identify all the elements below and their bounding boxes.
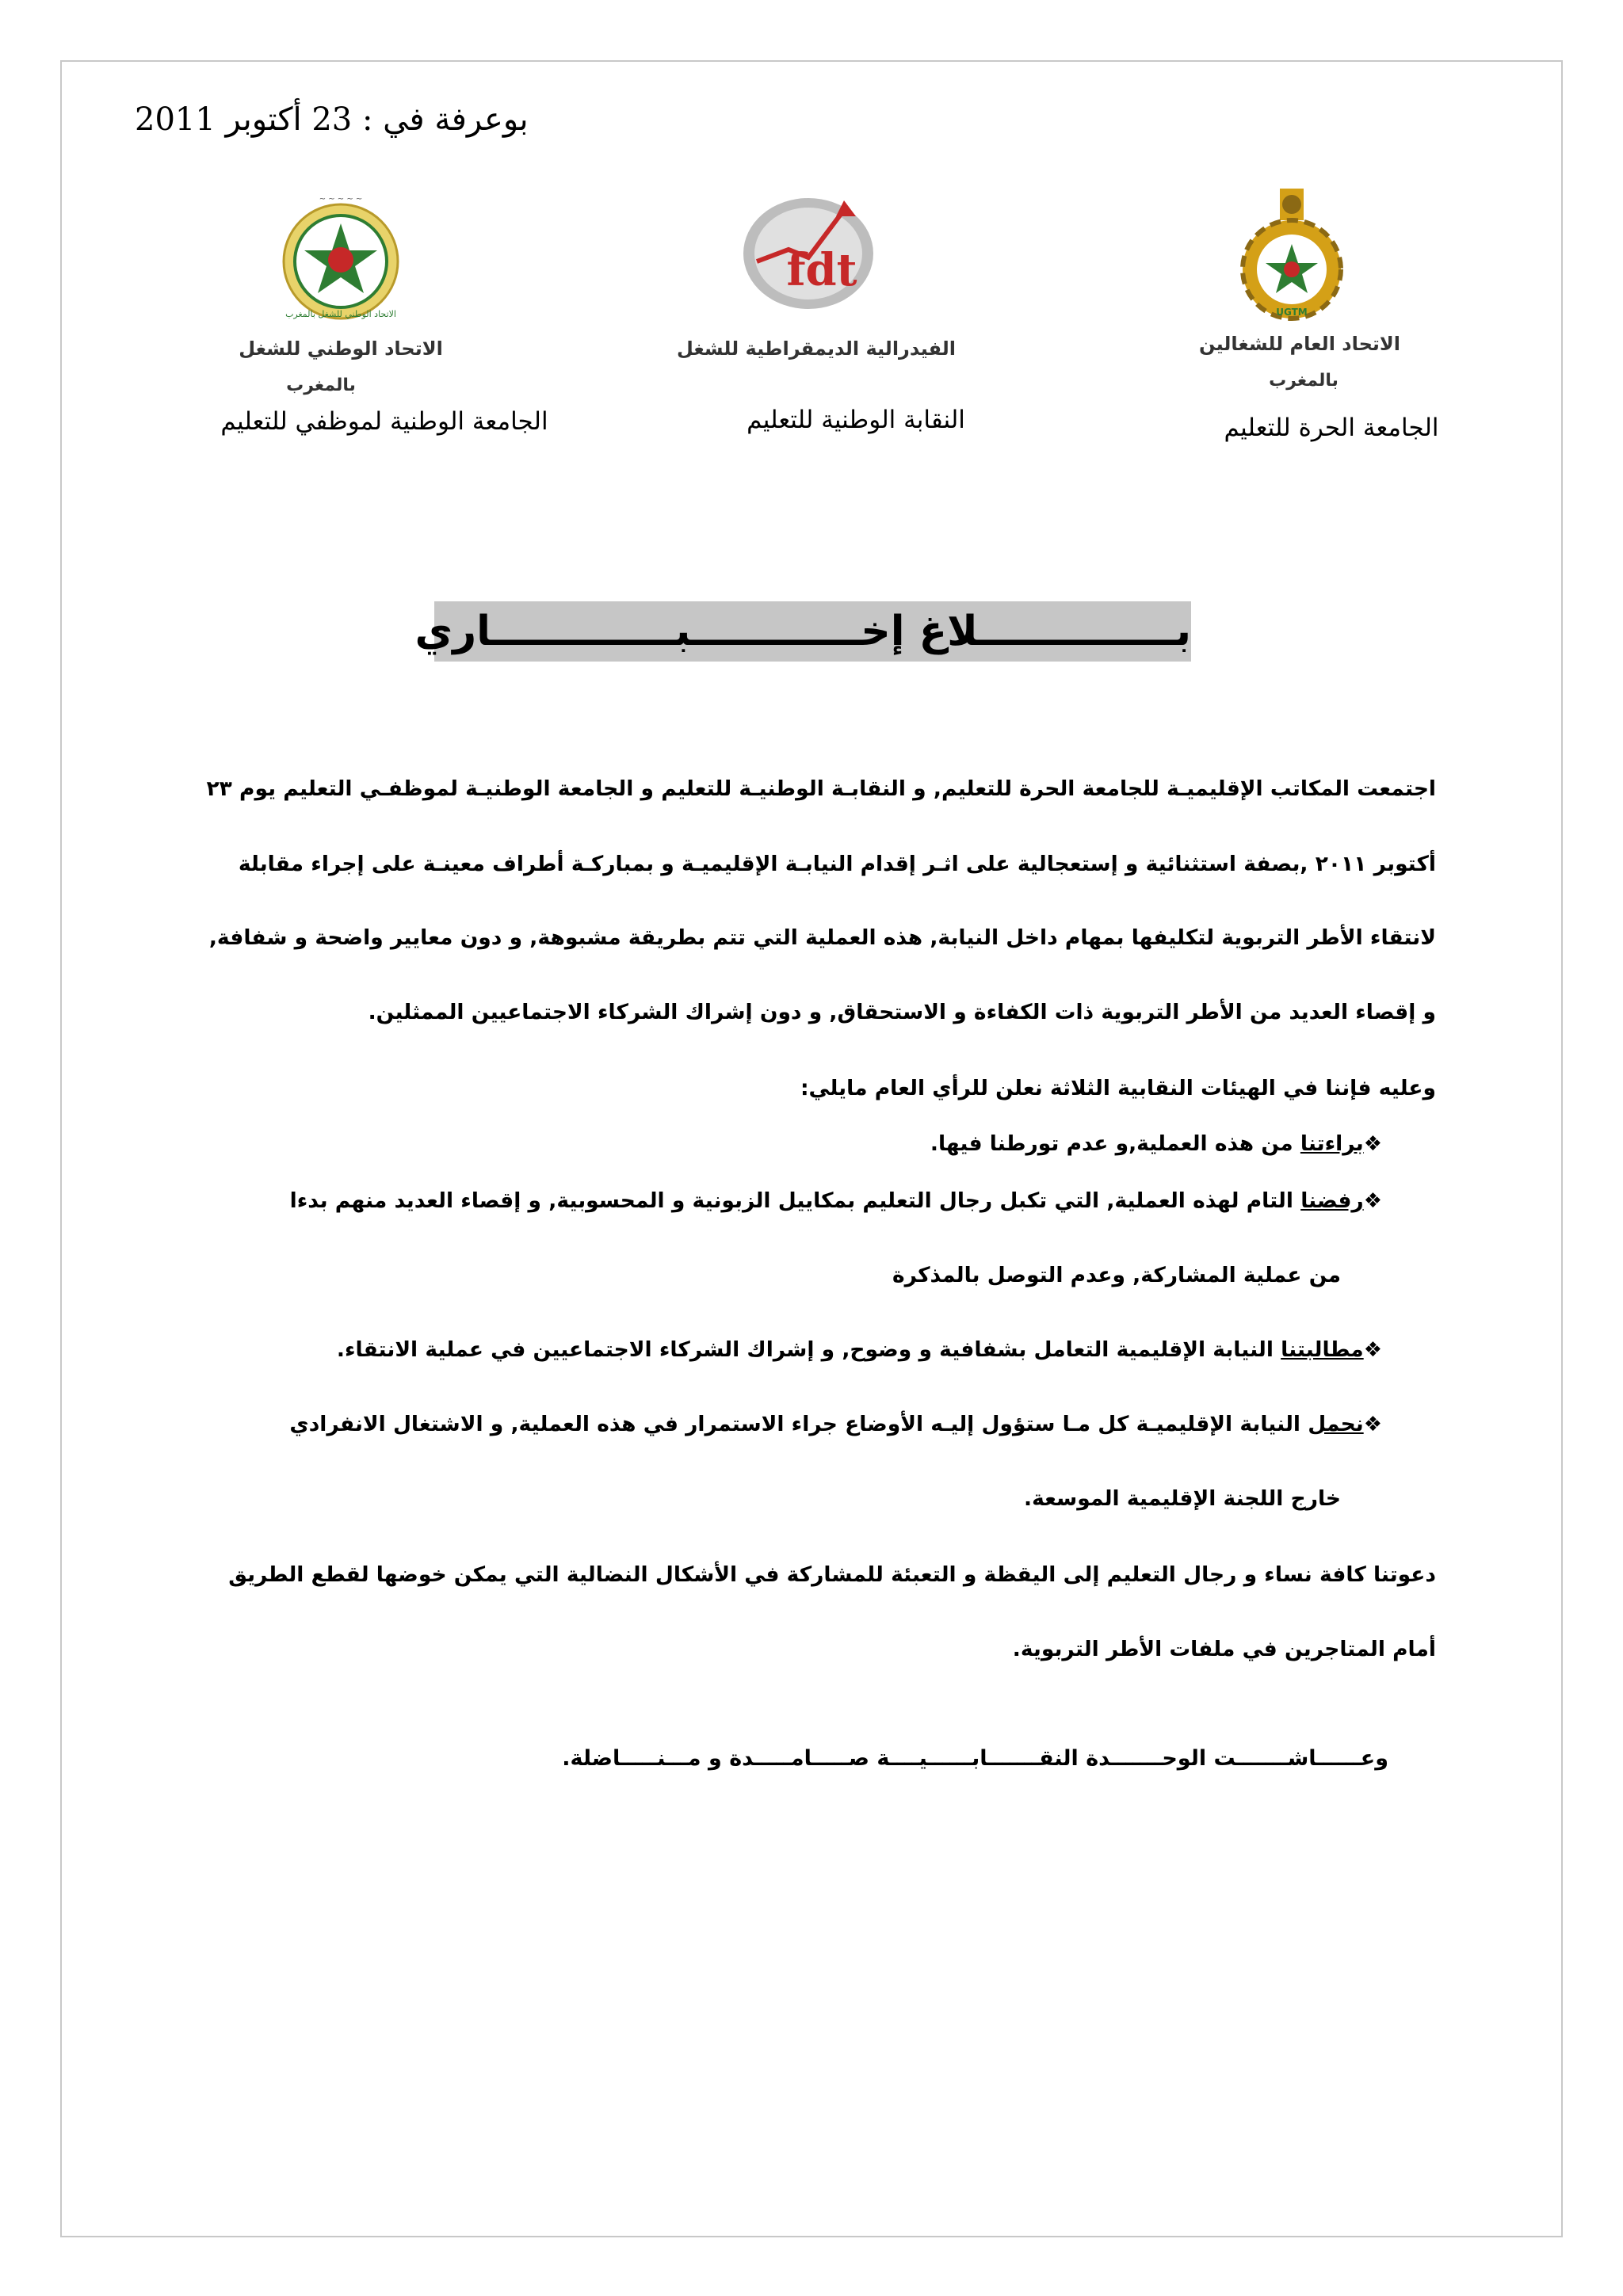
bullet-4	[289, 1412, 1382, 1436]
bullet-2-continued: من عملية المشاركة, وعدم التوصل بالمذكرة	[892, 1263, 1341, 1287]
ugtm-country: بالمغرب	[1269, 371, 1338, 391]
bullet-2	[290, 1188, 1382, 1213]
bullet-4-continued: خارج اللجنة الإقليمية الموسعة.	[1024, 1486, 1341, 1511]
bullet-1	[930, 1131, 1382, 1156]
statement-title: بــــــــــــــلاغ إخــــــــــــبـــــــــــــاري	[434, 601, 1191, 662]
bullet-3-key: مطالبتنا	[1281, 1337, 1364, 1362]
svg-text:UGTM: UGTM	[1276, 307, 1308, 318]
bullet-1-text: من هذه العملية,و عدم تورطنا فيها.	[930, 1131, 1300, 1156]
ugtm-name: الاتحاد العام للشغالين	[1198, 333, 1401, 355]
bullet-star-icon: ❖	[1363, 1189, 1382, 1213]
ugtm-federation: الجامعة الحرة للتعليم	[1224, 414, 1439, 442]
untm-name: الاتحاد الوطني للشغل	[239, 338, 443, 360]
bullet-4-text: النيابة الإقليميـة كل مـا ستؤول إليـه الأوضاع جراء الاستمرار في هذه العملية, و الاشتغال الانفرادي	[289, 1412, 1308, 1436]
call-line-2: أمام المتاجرين في ملفات الأطر التربوية.	[1012, 1637, 1436, 1661]
svg-text:الاتحاد الوطني للشغل بالمغرب: الاتحاد الوطني للشغل بالمغرب	[285, 309, 396, 319]
untm-logo	[262, 190, 420, 325]
bullet-4-key: نحمل	[1308, 1412, 1364, 1436]
bullet-2-text: التام لهذه العملية, التي تكبل رجال التعليم بمكاييل الزبونية و المحسوبية, و إقصاء العديد منهم بدءا	[289, 1188, 1301, 1213]
untm-country: بالمغرب	[286, 376, 356, 395]
bullet-1-key: براءتنا	[1300, 1131, 1364, 1156]
untm-federation: الجامعة الوطنية لموظفي للتعليم	[220, 407, 548, 436]
body-line-3: لانتقاء الأطر التربوية لتكليفها بمهام داخل النيابة, هذه العملية التي تتم بطريقة مشبوهة, و دون معايير واضحة و شفافة,	[208, 925, 1436, 950]
date-line: بوعرفة في : 23 أكتوبر 2011	[135, 101, 529, 138]
bullet-3-text: النيابة الإقليمية التعامل بشفافية و وضوح, و إشراك الشركاء الاجتماعيين في عملية الانتقاء.	[336, 1337, 1281, 1362]
body-line-1: اجتمعت المكاتب الإقليميـة للجامعة الحرة للتعليم, و النقابـة الوطنيـة للتعليم و الجامعة الوطنيـة لموظفـي التعليم يوم ٢٣	[206, 776, 1436, 801]
fdt-logo	[733, 186, 884, 313]
snt-federation: النقابة الوطنية للتعليم	[747, 406, 965, 434]
bullet-star-icon: ❖	[1363, 1338, 1382, 1362]
bullet-star-icon: ❖	[1363, 1413, 1382, 1436]
body-line-4: و إقصاء العديد من الأطر التربوية ذات الكفاءة و الاستحقاق, و دون إشراك الشركاء الاجتماعيين الممثلين.	[368, 1000, 1436, 1024]
svg-text:fdt: fdt	[786, 244, 857, 296]
bullet-2-key: رفضنا	[1300, 1188, 1364, 1213]
closing-slogan: وعــــــاشـــــــت الوحـــــــدة النقـــــــابــــــيــــة صـــــامـــــدة و مـــنـــــاضلة.	[562, 1746, 1388, 1771]
call-line-1: دعوتنا كافة نساء و رجال التعليم إلى اليقظة و التعبئة للمشاركة في الأشكال النضالية التي يمكن خوضها لقطع الطريق	[228, 1562, 1436, 1587]
fdt-name: الفيدرالية الديمقراطية للشغل	[676, 338, 957, 360]
intro-line: وعليه فإننا في الهيئات النقابية الثلاثة نعلن للرأي العام مايلي:	[800, 1076, 1436, 1100]
svg-text:~ ~ ~ ~ ~: ~ ~ ~ ~ ~	[319, 195, 363, 204]
bullet-3	[337, 1337, 1382, 1362]
bullet-star-icon: ❖	[1363, 1132, 1382, 1156]
ugtm-logo	[1232, 182, 1351, 325]
body-line-2: أكتوبر ٢٠١١ ,بصفة استثنائية و إستعجالية على اثـر إقدام النيابـة الإقليميـة و بمباركـة أطراف معينـة على إجراء مقابلة	[238, 852, 1436, 876]
